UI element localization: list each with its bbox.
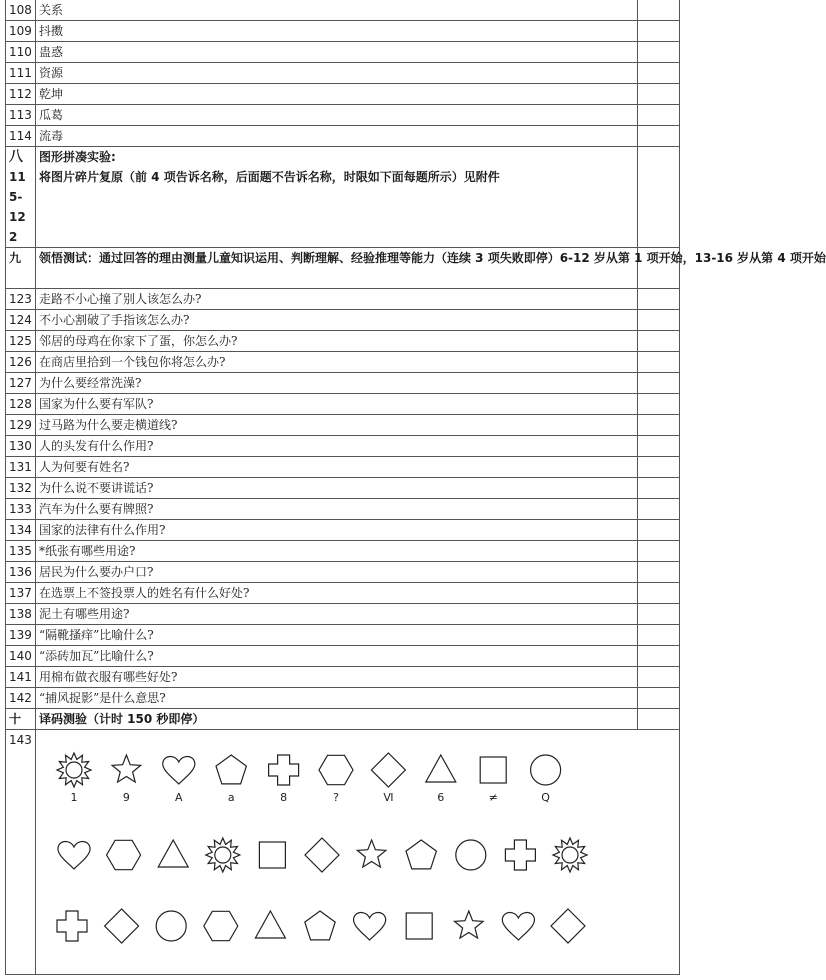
blank-cell — [638, 688, 680, 709]
code-label: ≠ — [488, 791, 498, 804]
question-row — [6, 42, 680, 63]
hexagon-icon — [107, 840, 141, 869]
question-row — [6, 394, 680, 415]
item-number: 110 — [6, 42, 36, 63]
code-label: ? — [333, 791, 339, 804]
code-label: 8 — [280, 791, 288, 804]
code-label: 9 — [122, 791, 130, 804]
item-text: 为什么要经常洗澡? — [36, 373, 638, 394]
diamond-icon — [371, 753, 405, 787]
question-row — [6, 667, 680, 688]
item-number: 126 — [6, 352, 36, 373]
item-text: 抖擞 — [36, 21, 638, 42]
square-icon — [259, 842, 285, 868]
blank-cell — [638, 709, 680, 730]
blank-cell — [638, 105, 680, 126]
question-row — [6, 499, 680, 520]
question-row — [6, 625, 680, 646]
section-8-num-line: 2 — [9, 230, 18, 244]
blank-cell — [638, 646, 680, 667]
sun-icon — [553, 838, 587, 872]
section-8-num-line: 5- — [9, 190, 23, 204]
item-text: 瓜葛 — [36, 105, 638, 126]
section-9-row — [6, 248, 680, 289]
item-number: 111 — [6, 63, 36, 84]
blank-cell — [638, 352, 680, 373]
blank-cell — [638, 499, 680, 520]
item-text: 流毒 — [36, 126, 638, 147]
diamond-icon — [305, 838, 339, 872]
section-10-title: 译码测验（计时 150 秒即停） — [36, 709, 638, 730]
item-number: 123 — [6, 289, 36, 310]
blank-cell — [638, 478, 680, 499]
code-label: 6 — [437, 791, 445, 804]
star-icon — [455, 911, 484, 938]
item-text: 泥土有哪些用途? — [36, 604, 638, 625]
blank-cell — [638, 394, 680, 415]
item-number: 132 — [6, 478, 36, 499]
heart-icon — [163, 756, 195, 784]
triangle-icon — [158, 840, 188, 867]
heart-icon — [58, 841, 90, 869]
section-8-num-line: 11 — [9, 170, 26, 184]
section-8-row — [6, 147, 680, 248]
item-number: 127 — [6, 373, 36, 394]
circle-icon — [531, 755, 561, 785]
item-number: 128 — [6, 394, 36, 415]
square-icon — [406, 913, 432, 939]
item-text: *纸张有哪些用途? — [36, 541, 638, 562]
diamond-icon — [105, 909, 139, 943]
section-8-num-line: 八 — [9, 149, 23, 165]
pentagon-icon — [406, 840, 436, 869]
section-8-title: 图形拼凑实验: — [39, 150, 116, 164]
shape-grid — [36, 730, 679, 974]
item-number: 130 — [6, 436, 36, 457]
section-8-content — [36, 147, 638, 248]
item-number: 137 — [6, 583, 36, 604]
blank-cell — [638, 562, 680, 583]
coding-test-row — [6, 730, 680, 975]
item-text: 资源 — [36, 63, 638, 84]
sun-icon — [57, 753, 91, 787]
code-label: a — [227, 791, 235, 804]
blank-cell — [638, 625, 680, 646]
item-number: 136 — [6, 562, 36, 583]
triangle-icon — [255, 911, 285, 938]
blank-cell — [638, 63, 680, 84]
question-row — [6, 520, 680, 541]
triangle-icon — [426, 755, 456, 782]
blank-cell — [638, 604, 680, 625]
item-text: 国家为什么要有军队? — [36, 394, 638, 415]
blank-cell — [638, 457, 680, 478]
code-label: A — [175, 791, 183, 804]
question-row — [6, 21, 680, 42]
section-10-row — [6, 709, 680, 730]
question-row — [6, 63, 680, 84]
blank-cell — [638, 21, 680, 42]
blank-cell — [638, 289, 680, 310]
blank-cell — [638, 667, 680, 688]
question-row — [6, 415, 680, 436]
question-row — [6, 289, 680, 310]
star-icon — [112, 755, 141, 782]
blank-cell — [638, 436, 680, 457]
question-row — [6, 583, 680, 604]
blank-cell — [638, 415, 680, 436]
item-number: 109 — [6, 21, 36, 42]
section-8-number — [6, 147, 36, 248]
star-icon — [357, 840, 386, 867]
item-text: 关系 — [36, 0, 638, 21]
question-row — [6, 84, 680, 105]
blank-cell — [638, 520, 680, 541]
item-number: 134 — [6, 520, 36, 541]
circle-icon — [156, 911, 186, 941]
blank-cell — [638, 310, 680, 331]
item-number: 108 — [6, 0, 36, 21]
item-number: 114 — [6, 126, 36, 147]
item-text: 为什么说不要讲谎话? — [36, 478, 638, 499]
item-text: 蛊惑 — [36, 42, 638, 63]
item-number: 140 — [6, 646, 36, 667]
question-row — [6, 331, 680, 352]
heart-icon — [354, 912, 386, 940]
question-row — [6, 562, 680, 583]
section-9-description: 领悟测试：通过回答的理由测量儿童知识运用、判断理解、经验推理等能力（连续 3 项失败即停）6-12 岁从第 1 项开始，13-16 岁从第 4 项开始 — [36, 248, 638, 289]
pentagon-icon — [305, 911, 335, 940]
item-number: 142 — [6, 688, 36, 709]
item-number: 143 — [6, 730, 36, 975]
circle-icon — [456, 840, 486, 870]
item-number: 133 — [6, 499, 36, 520]
sun-icon — [206, 838, 240, 872]
code-label: Q — [541, 791, 550, 804]
item-number: 112 — [6, 84, 36, 105]
blank-cell — [638, 373, 680, 394]
cross-icon — [57, 911, 87, 941]
cross-icon — [505, 840, 535, 870]
test-table — [5, 0, 826, 975]
item-number: 141 — [6, 667, 36, 688]
cross-icon — [269, 755, 299, 785]
item-number: 135 — [6, 541, 36, 562]
item-number: 131 — [6, 457, 36, 478]
question-row — [6, 478, 680, 499]
item-text: 用棉布做衣服有哪些好处? — [36, 667, 638, 688]
diamond-icon — [551, 909, 585, 943]
question-row — [6, 0, 680, 21]
blank-cell — [638, 42, 680, 63]
section-8-description: 将图片碎片复原（前 4 项告诉名称，后面题不告诉名称，时限如下面每题所示）见附件 — [39, 170, 500, 184]
item-text: 过马路为什么要走横道线? — [36, 415, 638, 436]
item-number: 113 — [6, 105, 36, 126]
item-text: 不小心割破了手指该怎么办? — [36, 310, 638, 331]
item-text: 邻居的母鸡在你家下了蛋，你怎么办? — [36, 331, 638, 352]
item-number: 125 — [6, 331, 36, 352]
question-row — [6, 310, 680, 331]
question-row — [6, 646, 680, 667]
code-label: Ⅵ — [383, 791, 394, 804]
item-text: “添砖加瓦”比喻什么? — [36, 646, 638, 667]
question-row — [6, 688, 680, 709]
item-text: 在商店里拾到一个钱包你将怎么办? — [36, 352, 638, 373]
question-row — [6, 105, 680, 126]
blank-cell — [638, 0, 680, 21]
item-text: 走路不小心撞了别人该怎么办? — [36, 289, 638, 310]
blank-cell — [638, 147, 680, 248]
item-text: 居民为什么要办户口? — [36, 562, 638, 583]
hexagon-icon — [319, 755, 353, 784]
blank-cell — [638, 583, 680, 604]
item-text: 人的头发有什么作用? — [36, 436, 638, 457]
section-8-num-line: 12 — [9, 210, 26, 224]
item-text: “隔靴搔痒”比喻什么? — [36, 625, 638, 646]
item-number: 138 — [6, 604, 36, 625]
shape-canvas — [36, 730, 680, 974]
coding-test-area — [36, 730, 680, 975]
question-row — [6, 604, 680, 625]
item-text: 国家的法律有什么作用? — [36, 520, 638, 541]
question-row — [6, 436, 680, 457]
item-number: 139 — [6, 625, 36, 646]
question-row — [6, 373, 680, 394]
item-text: 乾坤 — [36, 84, 638, 105]
blank-cell — [638, 126, 680, 147]
blank-cell — [638, 84, 680, 105]
heart-icon — [502, 912, 534, 940]
question-row — [6, 126, 680, 147]
code-label: 1 — [70, 791, 78, 804]
item-text: 在选票上不签投票人的姓名有什么好处? — [36, 583, 638, 604]
question-row — [6, 352, 680, 373]
blank-cell — [638, 541, 680, 562]
hexagon-icon — [204, 911, 238, 940]
item-text: 人为何要有姓名? — [36, 457, 638, 478]
square-icon — [480, 757, 506, 783]
blank-cell — [638, 331, 680, 352]
question-row — [6, 457, 680, 478]
question-row — [6, 541, 680, 562]
item-text: 汽车为什么要有牌照? — [36, 499, 638, 520]
item-number: 124 — [6, 310, 36, 331]
item-text: “捕风捉影”是什么意思? — [36, 688, 638, 709]
pentagon-icon — [216, 755, 246, 784]
item-number: 129 — [6, 415, 36, 436]
section-10-number: 十 — [6, 709, 36, 730]
section-9-number: 九 — [6, 248, 36, 289]
